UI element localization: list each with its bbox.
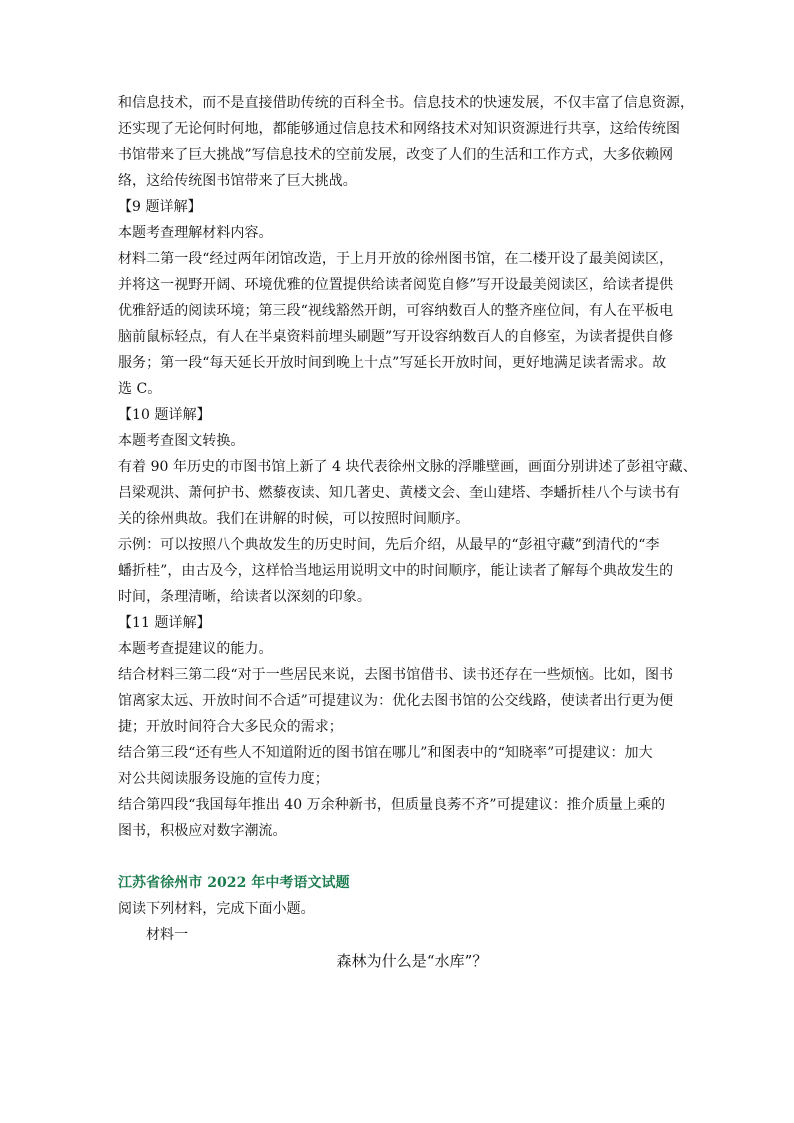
q11-section <box>118 610 678 844</box>
text-line: 有着 90 年历史的市图书馆上新了 4 块代表徐州文脉的浮雕壁画，画面分别讲述了彭祖守藏、 <box>118 459 697 475</box>
text-line: 时间，条理清晰，给读者以深刻的印象。 <box>118 589 371 605</box>
text-line: 本题考查图文转换。 <box>118 433 245 449</box>
text-line: 选 C。 <box>118 381 162 397</box>
text-line: 捷；开放时间符合大多民众的需求； <box>118 719 343 735</box>
text-line: 和信息技术，而不是直接借助传统的百科全书。信息技术的快速发展，不仅丰富了信息资源， <box>118 95 695 111</box>
text-line: 书馆带来了巨大挑战”写信息技术的空前发展，改变了人们的生活和工作方式，大多依赖网 <box>118 147 674 163</box>
q10-section <box>118 402 697 610</box>
text-line: 图书，积极应对数字潮流。 <box>118 823 287 839</box>
text-line: 材料二第一段“经过两年闭馆改造，于上月开放的徐州图书馆，在二楼开设了最美阅读区， <box>118 251 674 267</box>
text-line: 吕梁观洪、萧何护书、燃藜夜读、知几著史、黄楼文会、奎山建塔、李蟠折桂八个与读书有 <box>118 485 680 501</box>
text-line: 脑前鼠标轻点，有人在半桌资料前埋头刷题”写开设容纳数百人的自修室，为读者提供自修 <box>118 329 674 345</box>
text-line: 关的徐州典故。我们在讲解的时候，可以按照时间顺序。 <box>118 511 470 527</box>
text-line: 示例：可以按照八个典故发生的历史时间，先后介绍，从最早的“彭祖守藏”到清代的“李 <box>118 537 660 553</box>
text-line: 结合第四段“我国每年推出 40 万余种新书，但质量良莠不齐”可提建议：推介质量上乘的 <box>118 797 666 813</box>
exam-heading: 江苏省徐州市 2022 年中考语文试题 <box>118 875 350 891</box>
text-line: 馆离家太远、开放时间不合适”可提建议为：优化去图书馆的公交线路，使读者出行更为便 <box>118 693 674 709</box>
text-line: 优雅舒适的阅读环境；第三段“视线豁然开朗，可容纳数百人的整齐座位间，有人在平板电 <box>118 303 674 319</box>
q10-title: 【10 题详解】 <box>118 407 211 423</box>
section-gap <box>118 844 678 870</box>
text-line: 本题考查理解材料内容。 <box>118 225 273 241</box>
text-line: 本题考查提建议的能力。 <box>118 641 273 657</box>
text-line: 对公共阅读服务设施的宣传力度； <box>118 771 329 787</box>
q9-title: 【9 题详解】 <box>118 199 202 215</box>
material-label: 材料一 <box>146 927 189 943</box>
q11-title: 【11 题详解】 <box>118 615 211 631</box>
text-line: 结合第三段“还有些人不知道附近的图书馆在哪儿”和图表中的“知晓率”可提建议：加大 <box>118 745 653 761</box>
text-line: 还实现了无论何时何地，都能够通过信息技术和网络技术对知识资源进行共享，这给传统图 <box>118 121 680 137</box>
article-title: 森林为什么是“水库”？ <box>336 952 488 970</box>
instruction: 阅读下列材料，完成下面小题。 <box>118 901 315 917</box>
text-line: 结合材料三第二段“对于一些居民来说，去图书馆借书、读书还存在一些烦恼。比如，图书 <box>118 667 674 683</box>
text-line: 并将这一视野开阔、环境优雅的位置提供给读者阅览自修”写开设最美阅读区，给读者提供 <box>118 277 674 293</box>
text-line: 服务；第一段“每天延长开放时间到晚上十点”写延长开放时间，更好地满足读者需求。故 <box>118 355 667 371</box>
q9-section <box>118 194 678 402</box>
text-line: 蟠折桂”，由古及今，这样恰当地运用说明文中的时间顺序，能让读者了解每个典故发生的 <box>118 563 674 579</box>
document-page <box>118 90 697 974</box>
text-line: 络，这给传统图书馆带来了巨大挑战。 <box>118 173 357 189</box>
paragraph-continuation <box>118 90 695 194</box>
